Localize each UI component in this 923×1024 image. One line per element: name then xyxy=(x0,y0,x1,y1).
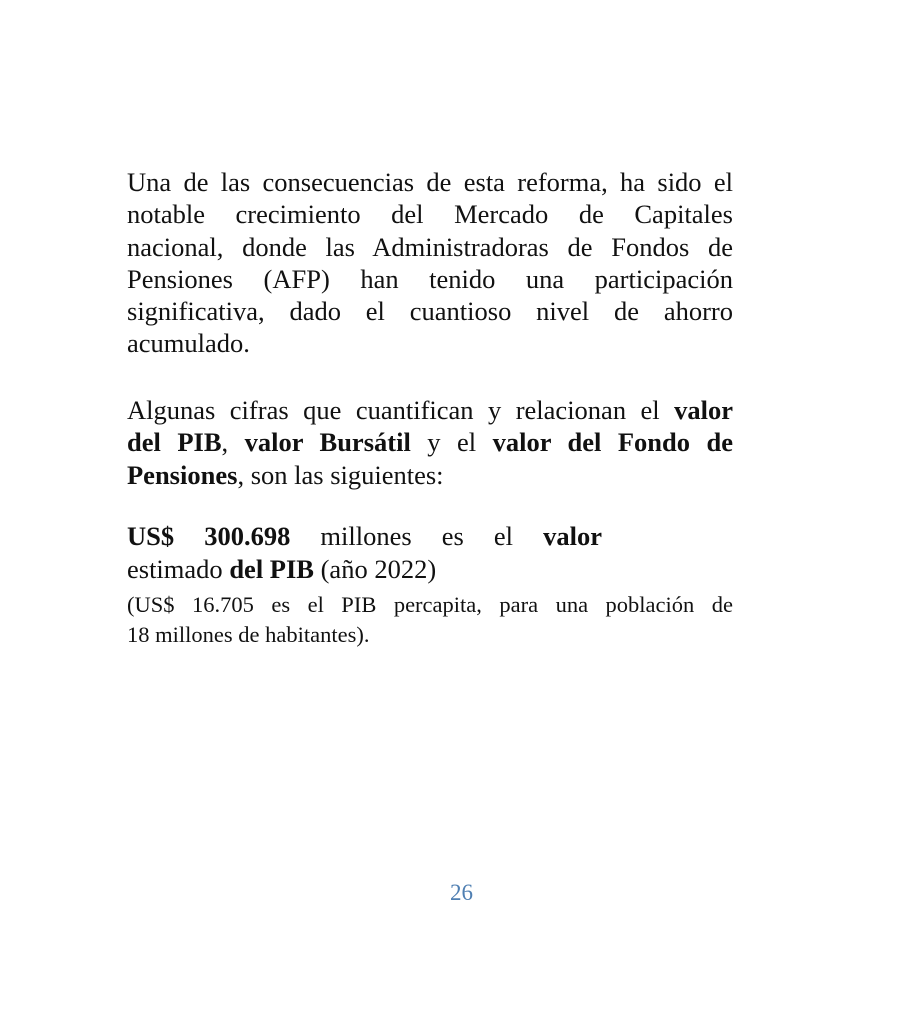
paragraph-figures-intro xyxy=(127,394,733,491)
text-line xyxy=(127,520,602,552)
text-line xyxy=(127,553,733,585)
text-run: estimado xyxy=(127,554,230,584)
paragraph-per-capita-note xyxy=(127,590,733,650)
bold-del-pib: del PIB xyxy=(127,427,222,458)
bold-del-pib: del PIB xyxy=(229,554,314,584)
text-run: millones es el xyxy=(290,521,544,551)
text-run: , son las siguientes: xyxy=(237,459,444,490)
text-line: nacional, donde las Administradoras de Fondos de xyxy=(127,231,733,262)
text-line: Pensiones (AFP) han tenido una participación xyxy=(127,263,733,294)
text-line xyxy=(127,459,733,491)
bold-pensiones: Pensiones xyxy=(127,459,238,490)
paragraph-pib-value-line1 xyxy=(127,520,733,552)
bold-valor-bursatil: valor Bursátil xyxy=(244,427,411,458)
text-run: y el xyxy=(410,427,493,458)
text-line xyxy=(127,426,733,458)
bold-valor: valor xyxy=(543,521,602,551)
text-line: 18 millones de habitantes). xyxy=(127,622,370,647)
paragraph-pib-value-line2 xyxy=(127,553,733,585)
text-run: , xyxy=(221,427,245,458)
text-line: acumulado. xyxy=(127,328,250,359)
bold-valor-fondo: valor del Fondo de xyxy=(492,427,734,458)
text-run: Algunas cifras que cuantifican y relacionan el xyxy=(127,395,675,425)
text-line: notable crecimiento del Mercado de Capitales xyxy=(127,199,733,230)
text-line: significativa, dado el cuantioso nivel de ahorro xyxy=(127,296,733,327)
bold-pib-amount: US$ 300.698 xyxy=(127,521,291,551)
paragraph-reform-consequences xyxy=(127,166,733,360)
text-run: (año 2022) xyxy=(313,554,437,584)
text-line xyxy=(127,394,733,426)
text-line: (US$ 16.705 es el PIB percapita, para una población de xyxy=(127,592,733,617)
text-line: Una de las consecuencias de esta reforma, ha sido el xyxy=(127,167,733,197)
page-number: 26 xyxy=(450,880,473,905)
bold-valor: valor xyxy=(674,395,733,425)
